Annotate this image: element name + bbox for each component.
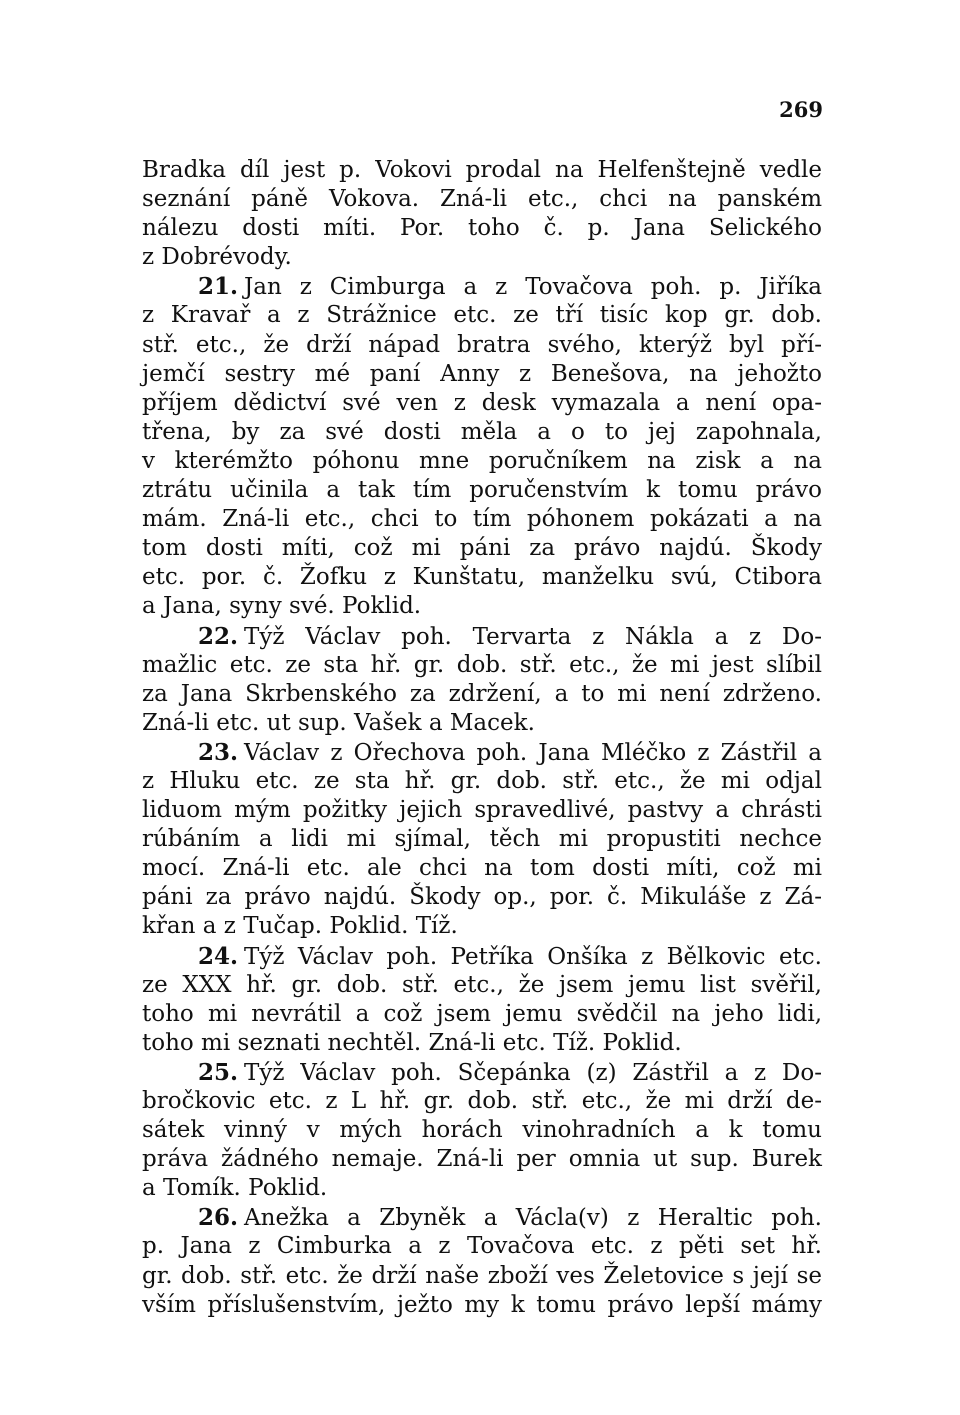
line-text: toho mi seznati nechtěl. Zná-li etc. Tíž. Poklid.: [142, 1029, 682, 1056]
page-number: 269: [779, 97, 823, 122]
line-text: Týž Václav poh. Sčepánka (z) Zástřil a z Do-: [244, 1059, 822, 1086]
line-text: liduom mým požitky jejich spravedlivé, pastvy a chrásti: [142, 797, 822, 824]
text-line: [142, 360, 822, 389]
text-line: [142, 651, 822, 680]
text-line: [142, 534, 822, 563]
line-text: etc. por. č. Žofku z Kunštatu, manželku svú, Ctibora: [142, 564, 822, 591]
text-line: [142, 709, 822, 738]
text-line: [142, 1058, 822, 1087]
text-line: [142, 883, 822, 912]
text-line: [142, 331, 822, 360]
line-text: v kterémžto póhonu mne poručníkem na zisk a na: [142, 447, 822, 474]
text-line: [142, 185, 822, 214]
entry-number: 25.: [198, 1058, 239, 1086]
line-text: z Hluku etc. ze sta hř. gr. dob. stř. etc., že mi odjal: [142, 767, 822, 794]
line-text: mažlic etc. ze sta hř. gr. dob. stř. etc., že mi jest slíbil: [142, 651, 822, 678]
line-text: Týž Václav poh. Petříka Onšíka z Bělkovic etc.: [244, 943, 822, 970]
text-line: [142, 156, 822, 185]
text-line: [142, 912, 822, 941]
line-text: a Tomík. Poklid.: [142, 1175, 328, 1202]
line-text: a Jana, syny své. Poklid.: [142, 593, 422, 620]
text-line: [142, 1029, 822, 1058]
text-line: [142, 476, 822, 505]
text-line: [142, 680, 822, 709]
line-text: nálezu dosti míti. Por. toho č. p. Jana Selického: [142, 215, 822, 242]
text-line: [142, 622, 822, 651]
line-text: Anežka a Zbyněk a Václa(v) z Heraltic poh.: [244, 1205, 822, 1232]
line-text: bročkovic etc. z L hř. gr. dob. stř. etc., že mi drží de-: [142, 1088, 822, 1114]
line-text: příjem dědictví své ven z desk vymazala a není opa-: [142, 389, 822, 416]
line-text: jemčí sestry mé paní Anny z Benešova, na jehožto: [142, 360, 822, 387]
body-text: [142, 156, 822, 1320]
line-text: práva žádného nemaje. Zná-li per omnia ut sup. Burek: [142, 1146, 822, 1173]
text-line: [142, 418, 822, 447]
line-text: gr. dob. stř. etc. že drží naše zboží ves Želetovice s její se: [142, 1262, 822, 1289]
line-text: mám. Zná-li etc., chci to tím póhonem pokázati a na: [142, 506, 822, 533]
line-text: Jan z Cimburga a z Tovačova poh. p. Jiříka: [244, 274, 822, 301]
line-text: páni za právo najdú. Škody op., por. č. Mikuláše z Zá-: [142, 884, 822, 911]
line-text: p. Jana z Cimburka a z Tovačova etc. z pěti set hř.: [142, 1233, 822, 1260]
text-line: [142, 1291, 822, 1320]
line-text: rúbáním a lidi mi sjímal, těch mi propustiti nechce: [142, 826, 822, 853]
line-text: z Kravař a z Strážnice etc. ze tří tisíc kop gr. dob.: [142, 302, 822, 329]
line-text: Václav z Ořechova poh. Jana Mléčko z Zástřil a: [244, 739, 822, 766]
text-line: [142, 971, 822, 1000]
line-text: stř. etc., že drží nápad bratra svého, kterýž byl pří-: [142, 331, 822, 358]
text-line: [142, 272, 822, 301]
text-line: [142, 1232, 822, 1261]
entry-number: 23.: [198, 738, 239, 766]
entry-number: 21.: [198, 273, 239, 301]
line-text: ze XXX hř. gr. dob. stř. etc., že jsem jemu list svěřil,: [142, 971, 822, 998]
text-line: [142, 738, 822, 767]
text-line: [142, 1087, 822, 1116]
line-text: Týž Václav poh. Tervarta z Nákla a z Do-: [244, 623, 822, 650]
entry-number: 26.: [198, 1204, 239, 1232]
line-text: mocí. Zná-li etc. ale chci na tom dosti míti, což mi: [142, 855, 822, 882]
text-line: [142, 1000, 822, 1029]
text-line: [142, 796, 822, 825]
line-text: za Jana Skrbenského za zdržení, a to mi není zdrženo.: [142, 680, 822, 707]
text-line: [142, 592, 822, 621]
text-line: [142, 505, 822, 534]
text-line: [142, 214, 822, 243]
text-line: [142, 854, 822, 883]
text-line: [142, 1203, 822, 1232]
text-line: [142, 825, 822, 854]
line-text: z Dobrévody.: [142, 244, 292, 271]
entry-number: 22.: [198, 622, 239, 650]
entry-number: 24.: [198, 942, 239, 970]
line-text: Bradka díl jest p. Vokovi prodal na Helfenštejně vedle: [142, 157, 822, 183]
text-line: [142, 563, 822, 592]
line-text: vším příslušenstvím, ježto my k tomu právo lepší mámy: [142, 1291, 822, 1318]
text-line: [142, 1262, 822, 1291]
line-text: ztrátu učinila a tak tím poručenstvím k tomu právo: [142, 477, 822, 504]
line-text: třena, by za své dosti měla a o to jej zapohnala,: [142, 418, 822, 445]
text-line: [142, 1174, 822, 1203]
text-line: [142, 447, 822, 476]
text-line: [142, 1116, 822, 1145]
line-text: toho mi nevrátil a což jsem jemu svědčil na jeho lidi,: [142, 1000, 822, 1027]
text-line: [142, 301, 822, 330]
text-line: [142, 1145, 822, 1174]
text-line: [142, 243, 822, 272]
line-text: sátek vinný v mých horách vinohradních a k tomu: [142, 1117, 822, 1144]
text-line: [142, 389, 822, 418]
line-text: Zná-li etc. ut sup. Vašek a Macek.: [142, 709, 535, 736]
text-line: [142, 942, 822, 971]
line-text: tom dosti míti, což mi páni za právo najdú. Škody: [142, 535, 822, 562]
line-text: křan a z Tučap. Poklid. Tíž.: [142, 913, 458, 940]
line-text: seznání páně Vokova. Zná-li etc., chci na panském: [142, 186, 822, 213]
text-line: [142, 767, 822, 796]
